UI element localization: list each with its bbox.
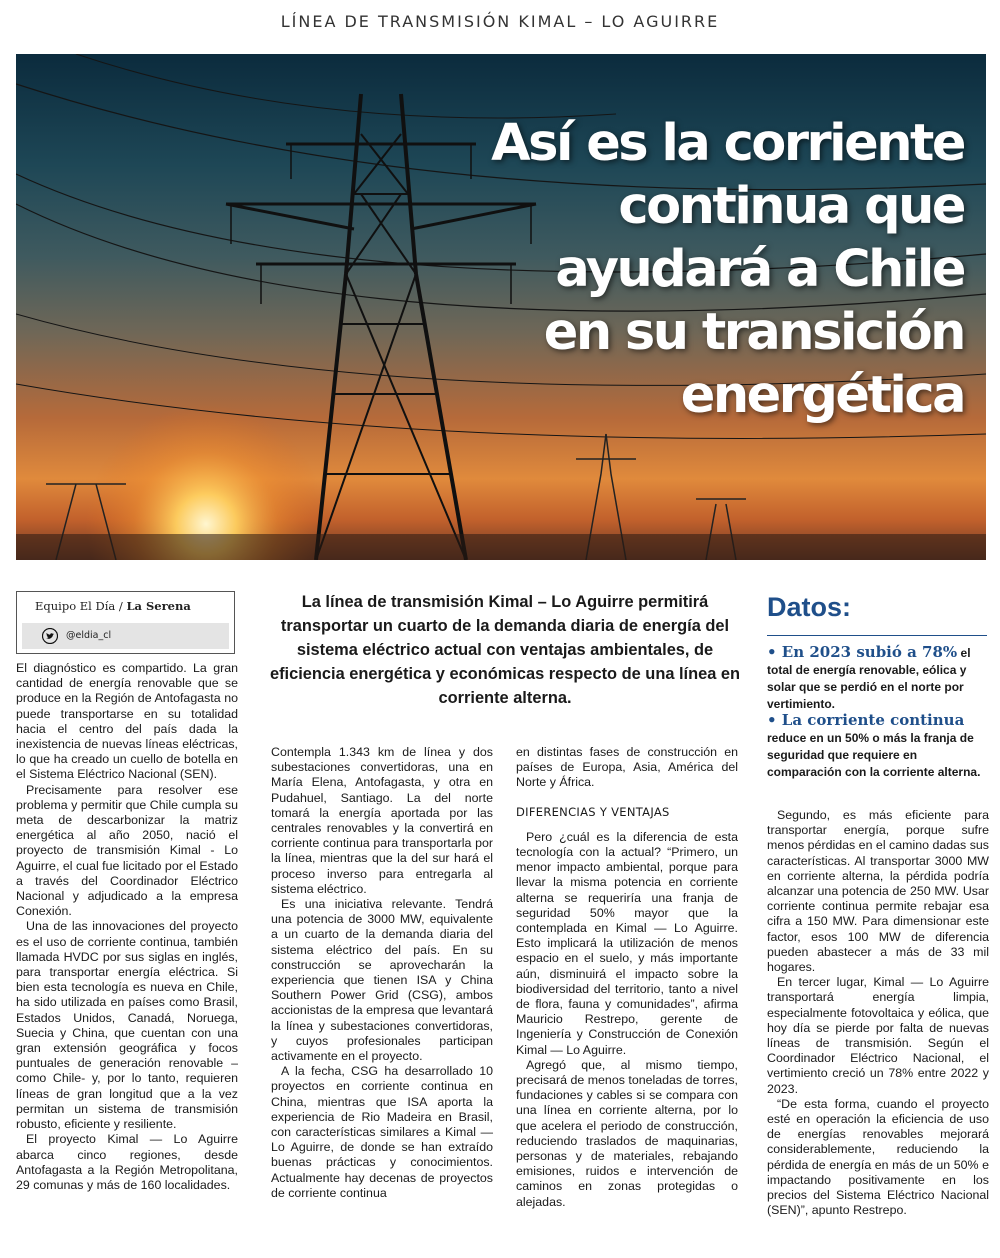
dato-highlight: • La corriente continua: [767, 711, 965, 729]
twitter-handle[interactable]: @eldia_cl: [66, 630, 112, 641]
paragraph: Contempla 1.343 km de línea y dos subestaciones convertidoras, una en María Elena, Antofagasta, y otra en Pudahuel, Santiago. La del norte tomará la energía aportada por las centrales renovables y la convertirá en corriente continua para transportarla por la línea, mientras que la del sur hará el proceso inverso para entregarla al sistema eléctrico.: [271, 745, 493, 896]
twitter-bar: [22, 623, 229, 649]
paragraph: Pero ¿cuál es la diferencia de esta tecnología con la actual? “Primero, un menor impacto ambiental, porque para llevar la misma potencia en corriente alterna se requeriría una franja de seguridad 50% mayor que la contemplada en Kimal — Lo Aguirre. Esto implicará la utilización de menos espacio en el suelo, y más importante aún, disminuirá el impacto sobre la biodiversidad del territorio, tanto a nivel de flora, fauna y comunidades”, afirma Mauricio Restrepo, gerente de Ingeniería y Construcción de Conexión Kimal — Lo Aguirre.: [516, 829, 738, 1057]
dato-highlight: • En 2023 subió a 78%: [767, 643, 958, 661]
paragraph: En tercer lugar, Kimal — Lo Aguirre transportará energía limpia, especialmente fotovoltaica y eólica, que hoy día se pierde por falta de nuevas líneas de transmisión. Según el Coordinador Eléctrico Nacional, el vertimiento creció un 78% entre 2022 y 2023.: [767, 975, 989, 1096]
dato-item: [767, 644, 989, 713]
byline-author: [35, 599, 191, 613]
headline-line: continua que: [618, 177, 964, 236]
dato-text: reduce en un 50% o más la franja de seguridad que requiere en comparación con la corriente alterna.: [767, 731, 981, 779]
paragraph: El diagnóstico es compartido. La gran cantidad de energía renovable que se produce en la Región de Antofagasta no puede transportarse en su totalidad hacia el centro del país dada la inexistencia de nuevas líneas eléctricas, lo que ha creado un cuello de botella en el Sistema Eléctrico Nacional (SEN).: [16, 661, 238, 782]
paragraph: El proyecto Kimal — Lo Aguirre abarca cinco regiones, desde Antofagasta a la Región Metropolitana, 29 comunas y más de 160 localidades.: [16, 1132, 238, 1192]
paragraph: “De esta forma, cuando el proyecto esté en operación la eficiencia de uso de energías renovables mejorará considerablemente, reduciendo la pérdida de energía en más de un 50% e impactando positivamente en los precios del Sistema Eléctrico Nacional (SEN)”, apunto Restrepo.: [767, 1096, 989, 1218]
byline-team: Equipo El Día /: [35, 599, 123, 613]
headline-line: en su transición: [543, 303, 964, 362]
headline-line: ayudará a Chile: [555, 240, 964, 299]
headline: [444, 112, 964, 427]
lead-paragraph: La línea de transmisión Kimal – Lo Aguirre permitirá transportar un cuarto de la demanda diaria de energía del sistema eléctrico actual con ventajas ambientales, de eficiencia energética y económicas respecto de una línea en corriente alterna.: [269, 593, 741, 707]
byline-box: [16, 591, 235, 654]
hero-photo: [16, 54, 986, 560]
paragraph: en distintas fases de construcción en países de Europa, Asia, América del Norte y África.: [516, 745, 738, 790]
paragraph: Precisamente para resolver ese problema y permitir que Chile cumpla su meta de descarbonizar la matriz energética al año 2050, nació el proyecto de transmisión Kimal - Lo Aguirre, el cual fue licitado por el Estado a través del Coordinador Eléctrico Nacional y adjudicado a la empresa Conexión.: [16, 782, 238, 919]
subheading: DIFERENCIAS Y VENTAJAS: [516, 804, 670, 819]
body-column-1: [16, 661, 238, 1193]
datos-divider: [767, 635, 987, 636]
datos-title: Datos:: [767, 592, 852, 622]
paragraph: Agregó que, al mismo tiempo, precisará de menos toneladas de torres, fundaciones y cables si se compara con una línea en corriente alterna, por lo que acelera el periodo de construcción, reduciendo traslados de maquinarias, personas y de materiales, rebajando emisiones, ruidos e intervención de caminos en zonas protegidas o alejadas.: [516, 1057, 738, 1209]
byline-city: La Serena: [126, 599, 191, 613]
dato-item: [767, 712, 989, 781]
section-label: LÍNEA DE TRANSMISIÓN KIMAL – LO AGUIRRE: [280, 12, 720, 31]
paragraph: Segundo, es más eficiente para transportar energía, porque sufre menos pérdidas en el camino dadas sus características. Al transportar 3000 MW en corriente alterna, la pérdida podría alcanzar una potencia de 250 MW. Usar corriente continua permite rebajar esa cifra a 150 MW. Para dimensionar este factor, esos 100 MW de diferencia pueden abastecer a más de 33 mil hogares.: [767, 808, 989, 975]
twitter-icon[interactable]: [42, 628, 58, 644]
body-column-3: [516, 745, 738, 1210]
dato-text: el total de energía renovable, eólica y solar que se perdió en el norte por vertimiento.: [767, 646, 971, 711]
headline-line: Así es la corriente: [491, 114, 964, 173]
paragraph: Una de las innovaciones del proyecto es el uso de corriente continua, también llamada HVDC por sus siglas en inglés, para transportar energía eléctrica. Si bien esta tecnología es nueva en Chile, ha sido utilizada en países como Brasil, Estados Unidos, Canadá, Noruega, Suecia y China, que cuentan con una gran extensión geográfica y focos puntuales de generación renovable –como Chile- y, por lo tanto, requieren líneas de gran longitud que a la vez permitan un sistema de transmisión robusto, eficiente y resiliente.: [16, 919, 238, 1132]
paragraph: A la fecha, CSG ha desarrollado 10 proyectos en corriente continua en China, mientras que ISA aporta la experiencia de Rio Madeira en Brasil, con características similares a Kimal — Lo Aguirre, de donde se han extraído buenas prácticas y conocimientos. Actualmente hay decenas de proyectos de corriente continua: [271, 1064, 493, 1200]
body-column-4: [767, 808, 989, 1218]
paragraph: Es una iniciativa relevante. Tendrá una potencia de 3000 MW, equivalente a un cuarto de la demanda diaria del sistema eléctrico del país. En su construcción se aprovecharán la experiencia que tienen ISA y China Southern Power Grid (CSG), ambos accionistas de la empresa que levantará la línea y subestaciones convertidoras, y cuyos profesionales participan activamente en el proyecto.: [271, 897, 493, 1064]
headline-line: energética: [680, 366, 964, 425]
body-column-2: [271, 745, 493, 1201]
